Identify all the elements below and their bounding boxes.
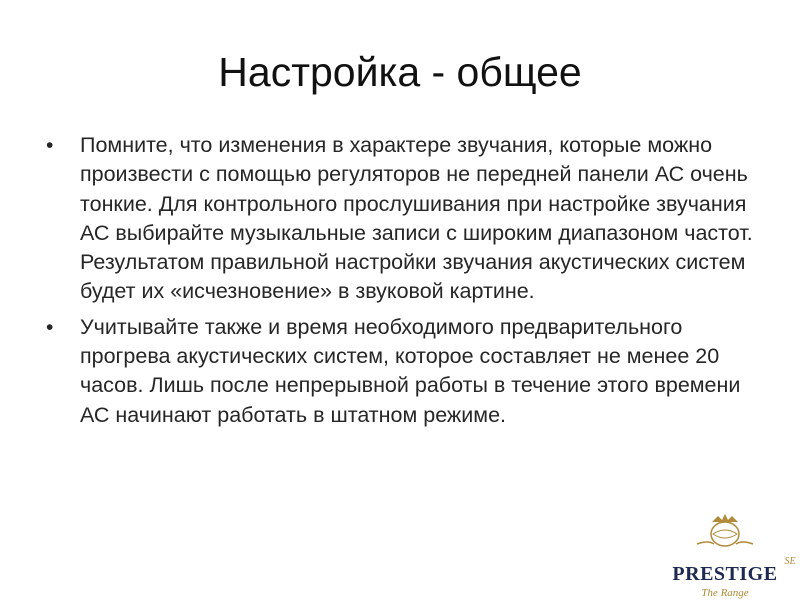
bullet-list (46, 131, 761, 436)
prestige-logo (650, 510, 800, 600)
bullet-item (46, 131, 761, 307)
brand-wordmark: PRESTIGE (672, 563, 778, 585)
se-mark: SE (784, 556, 796, 567)
bullet-marker: • (46, 315, 54, 339)
crest-icon (697, 514, 753, 546)
bullet-text: Помните, что изменения в характере звучания, которые можно произвести с помощью регуляторов не передней панели АС очень тонкие. Для контрольного прослушивания при настройке звучания АС выбирайте музыкальные записи с широким диапазоном частот. Результатом правильной настройки звучания акустических систем будет их «исчезновение» в звуковой картине. (80, 133, 753, 304)
slide-title: Настройка - общее (218, 49, 582, 95)
brand-subtitle: The Range (701, 587, 749, 599)
bullet-item (46, 313, 761, 430)
bullet-marker: • (46, 134, 54, 157)
prestige-logo-graphic (650, 510, 800, 600)
bullet-text: Учитывайте также и время необходимого предварительного прогрева акустических систем, которое составляет не менее 20 часов. Лишь после непрерывной работы в течение этого времени АС начинают работать в штатном режиме. (80, 314, 741, 427)
